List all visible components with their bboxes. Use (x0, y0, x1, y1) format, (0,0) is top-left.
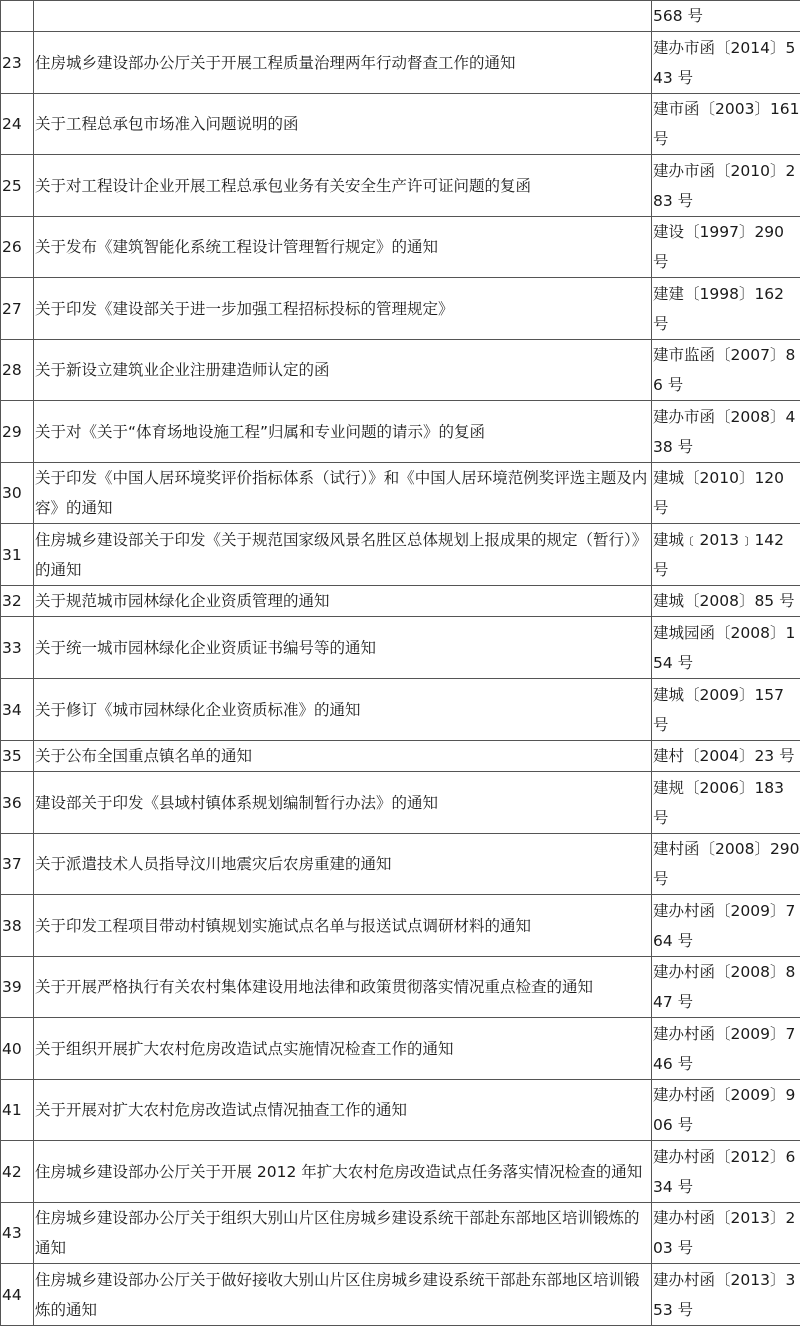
document-title: 关于修订《城市园林绿化企业资质标准》的通知 (34, 679, 652, 741)
table-row (1, 94, 800, 155)
document-number: 建城〔2009〕157 号 (652, 679, 800, 741)
row-number: 44 (1, 1264, 34, 1326)
table-row (1, 586, 800, 617)
document-title: 关于规范城市园林绿化企业资质管理的通知 (34, 586, 652, 617)
table-row (1, 957, 800, 1018)
document-title: 住房城乡建设部办公厅关于做好接收大别山片区住房城乡建设系统干部赴东部地区培训锻炼的通知 (34, 1264, 652, 1326)
table-row (1, 217, 800, 278)
table-row (1, 1, 800, 32)
row-number: 36 (1, 772, 34, 834)
row-number: 37 (1, 834, 34, 895)
document-number: 建市监函〔2007〕86 号 (652, 340, 800, 401)
table-row (1, 340, 800, 401)
row-number: 31 (1, 524, 34, 586)
row-number (1, 1, 34, 32)
table-row (1, 463, 800, 524)
document-number: 建办村函〔2009〕764 号 (652, 895, 800, 957)
row-number: 30 (1, 463, 34, 524)
document-number: 建办村函〔2008〕847 号 (652, 957, 800, 1018)
table-row (1, 524, 800, 586)
row-number: 26 (1, 217, 34, 278)
table-row (1, 1080, 800, 1141)
document-number: 建建〔1998〕162 号 (652, 278, 800, 340)
document-number: 建办村函〔2009〕906 号 (652, 1080, 800, 1141)
row-number: 33 (1, 617, 34, 679)
document-title: 关于对《关于“体育场地设施工程”归属和专业问题的请示》的复函 (34, 401, 652, 463)
table-row (1, 895, 800, 957)
document-number: 建城〔2008〕85 号 (652, 586, 800, 617)
row-number: 35 (1, 741, 34, 772)
document-number: 建设〔1997〕290 号 (652, 217, 800, 278)
document-number: 建办市函〔2010〕283 号 (652, 155, 800, 217)
document-title: 关于统一城市园林绿化企业资质证书编号等的通知 (34, 617, 652, 679)
row-number: 40 (1, 1018, 34, 1080)
document-title: 关于开展对扩大农村危房改造试点情况抽查工作的通知 (34, 1080, 652, 1141)
document-title: 建设部关于印发《县域村镇体系规划编制暂行办法》的通知 (34, 772, 652, 834)
document-title: 关于派遣技术人员指导汶川地震灾后农房重建的通知 (34, 834, 652, 895)
table-row (1, 1264, 800, 1326)
document-title: 关于开展严格执行有关农村集体建设用地法律和政策贯彻落实情况重点检查的通知 (34, 957, 652, 1018)
table-row (1, 32, 800, 94)
document-number: 建规〔2006〕183 号 (652, 772, 800, 834)
document-title: 关于印发工程项目带动村镇规划实施试点名单与报送试点调研材料的通知 (34, 895, 652, 957)
table-row (1, 1018, 800, 1080)
table-row (1, 679, 800, 741)
row-number: 23 (1, 32, 34, 94)
document-title (34, 1, 652, 32)
document-number: 建办市函〔2014〕543 号 (652, 32, 800, 94)
document-number: 建办村函〔2009〕746 号 (652, 1018, 800, 1080)
document-title: 关于工程总承包市场准入问题说明的函 (34, 94, 652, 155)
document-number: 建城﹝2013﹞142 号 (652, 524, 800, 586)
document-number: 建村〔2004〕23 号 (652, 741, 800, 772)
table-row (1, 617, 800, 679)
document-number: 568 号 (652, 1, 800, 32)
row-number: 25 (1, 155, 34, 217)
document-title: 住房城乡建设部办公厅关于组织大别山片区住房城乡建设系统干部赴东部地区培训锻炼的通知 (34, 1203, 652, 1264)
document-title: 关于对工程设计企业开展工程总承包业务有关安全生产许可证问题的复函 (34, 155, 652, 217)
row-number: 28 (1, 340, 34, 401)
document-title: 关于印发《中国人居环境奖评价指标体系（试行）》和《中国人居环境范例奖评选主题及内容》的通知 (34, 463, 652, 524)
document-number: 建办市函〔2008〕438 号 (652, 401, 800, 463)
table-row (1, 772, 800, 834)
document-number: 建办村函〔2012〕634 号 (652, 1141, 800, 1203)
row-number: 39 (1, 957, 34, 1018)
row-number: 43 (1, 1203, 34, 1264)
document-title: 关于发布《建筑智能化系统工程设计管理暂行规定》的通知 (34, 217, 652, 278)
row-number: 32 (1, 586, 34, 617)
row-number: 42 (1, 1141, 34, 1203)
document-number: 建城园函〔2008〕154 号 (652, 617, 800, 679)
table-row (1, 401, 800, 463)
table-row (1, 741, 800, 772)
row-number: 38 (1, 895, 34, 957)
document-title: 关于印发《建设部关于进一步加强工程招标投标的管理规定》 (34, 278, 652, 340)
document-title: 关于组织开展扩大农村危房改造试点实施情况检查工作的通知 (34, 1018, 652, 1080)
table-row (1, 834, 800, 895)
document-number: 建市函〔2003〕161 号 (652, 94, 800, 155)
table-body (1, 1, 800, 1326)
table-row (1, 1203, 800, 1264)
table-row (1, 1141, 800, 1203)
document-number: 建办村函〔2013〕353 号 (652, 1264, 800, 1326)
row-number: 24 (1, 94, 34, 155)
document-title: 住房城乡建设部办公厅关于开展工程质量治理两年行动督查工作的通知 (34, 32, 652, 94)
document-title: 关于新设立建筑业企业注册建造师认定的函 (34, 340, 652, 401)
document-title: 住房城乡建设部关于印发《关于规范国家级风景名胜区总体规划上报成果的规定（暂行）》的通知 (34, 524, 652, 586)
table-row (1, 155, 800, 217)
document-number: 建办村函〔2013〕203 号 (652, 1203, 800, 1264)
document-title: 住房城乡建设部办公厅关于开展 2012 年扩大农村危房改造试点任务落实情况检查的通知 (34, 1141, 652, 1203)
row-number: 29 (1, 401, 34, 463)
row-number: 27 (1, 278, 34, 340)
row-number: 34 (1, 679, 34, 741)
table-row (1, 278, 800, 340)
row-number: 41 (1, 1080, 34, 1141)
document-title: 关于公布全国重点镇名单的通知 (34, 741, 652, 772)
document-number: 建村函〔2008〕290 号 (652, 834, 800, 895)
document-number: 建城〔2010〕120 号 (652, 463, 800, 524)
